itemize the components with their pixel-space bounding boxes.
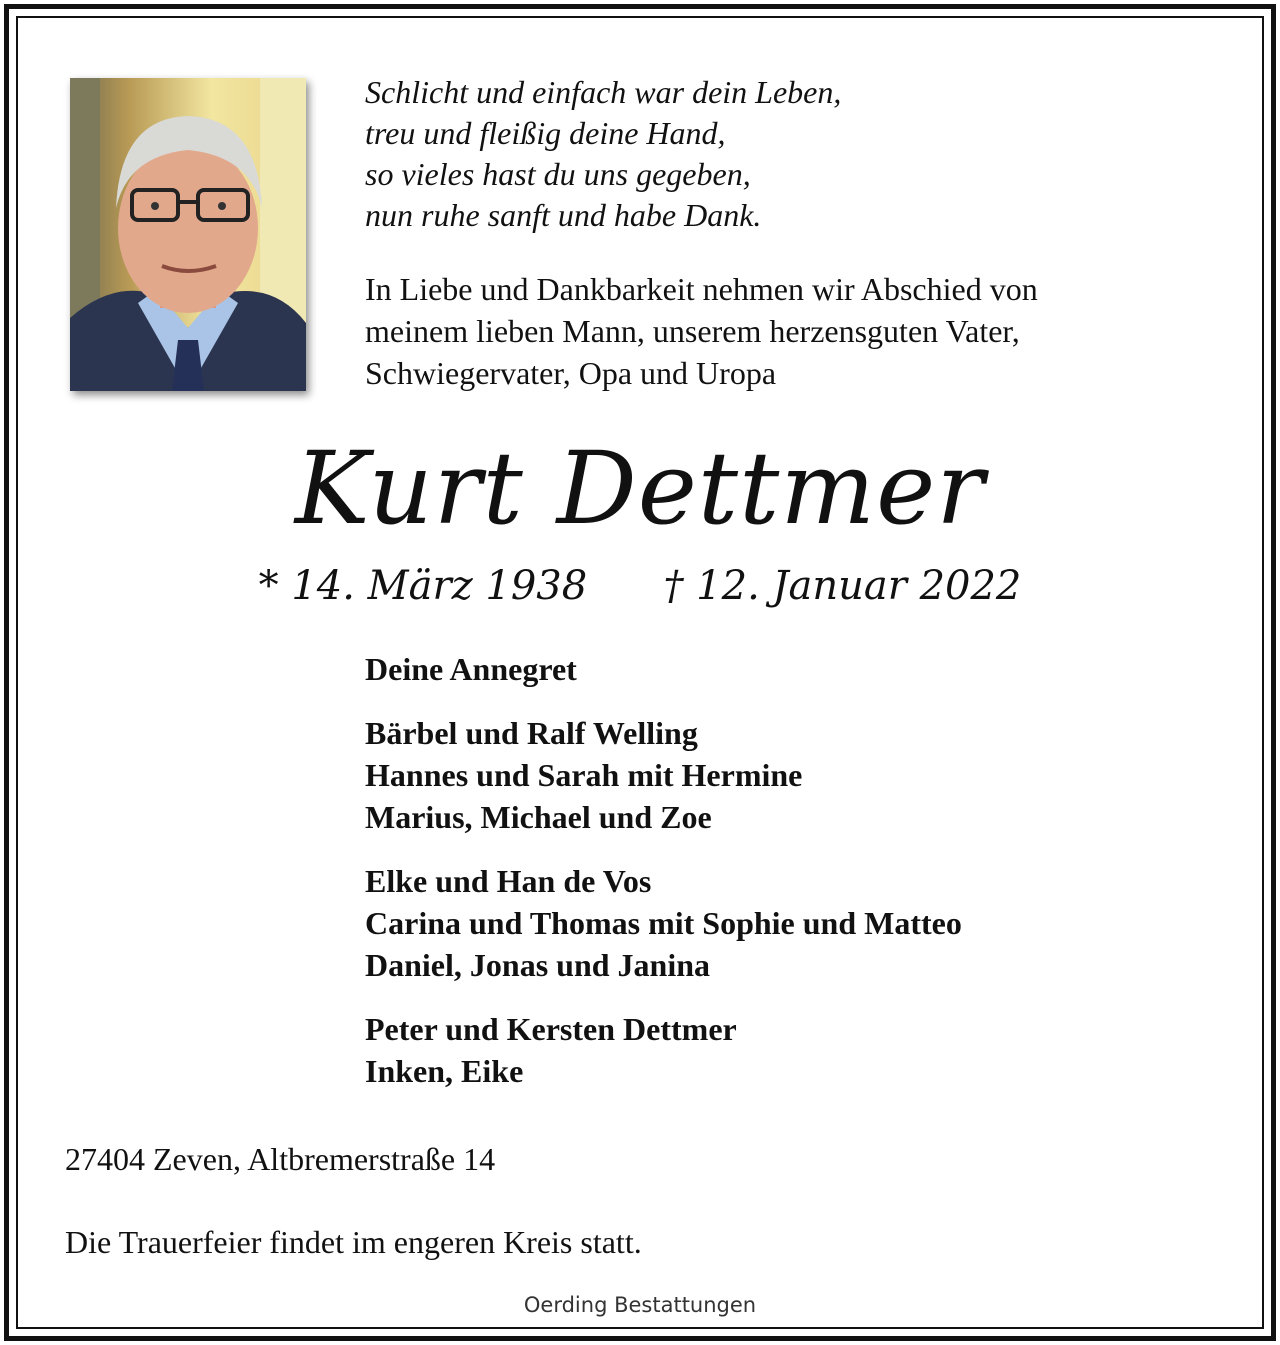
family-member: Elke und Han de Vos [365,863,652,899]
family-group [365,1008,962,1092]
poem-line: Schlicht und einfach war dein Leben, [365,74,842,110]
deceased-name: Kurt Dettmer [294,430,986,547]
farewell-line: In Liebe und Dankbarkeit nehmen wir Abschied von [365,271,1038,307]
poem-line: so vieles hast du uns gegeben, [365,156,751,192]
poem-line: treu und fleißig deine Hand, [365,115,726,151]
family-group [365,860,962,986]
poem-line: nun ruhe sanft und habe Dank. [365,197,762,233]
farewell-line: meinem lieben Mann, unserem herzensguten Vater, [365,313,1020,349]
family-list [365,648,962,1114]
family-member: Bärbel und Ralf Welling [365,715,698,751]
family-member: Marius, Michael und Zoe [365,799,712,835]
family-group [365,648,962,690]
family-member: Carina und Thomas mit Sophie und Matteo [365,905,962,941]
poem [365,72,841,236]
family-member: Peter und Kersten Dettmer [365,1011,737,1047]
farewell-text [365,268,1038,394]
family-member: Hannes und Sarah mit Hermine [365,757,803,793]
portrait-photo [70,78,306,391]
farewell-line: Schwiegervater, Opa und Uropa [365,355,777,391]
funeral-home: Oerding Bestattungen [523,1293,757,1317]
address: 27404 Zeven, Altbremerstraße 14 [65,1141,496,1177]
family-member: Inken, Eike [365,1053,524,1089]
family-member: Deine Annegret [365,651,577,687]
life-dates: * 14. März 1938 † 12. Januar 2022 [258,563,1022,609]
family-member: Daniel, Jonas und Janina [365,947,711,983]
ceremony-note: Die Trauerfeier findet im engeren Kreis statt. [65,1224,642,1260]
family-group [365,712,962,838]
